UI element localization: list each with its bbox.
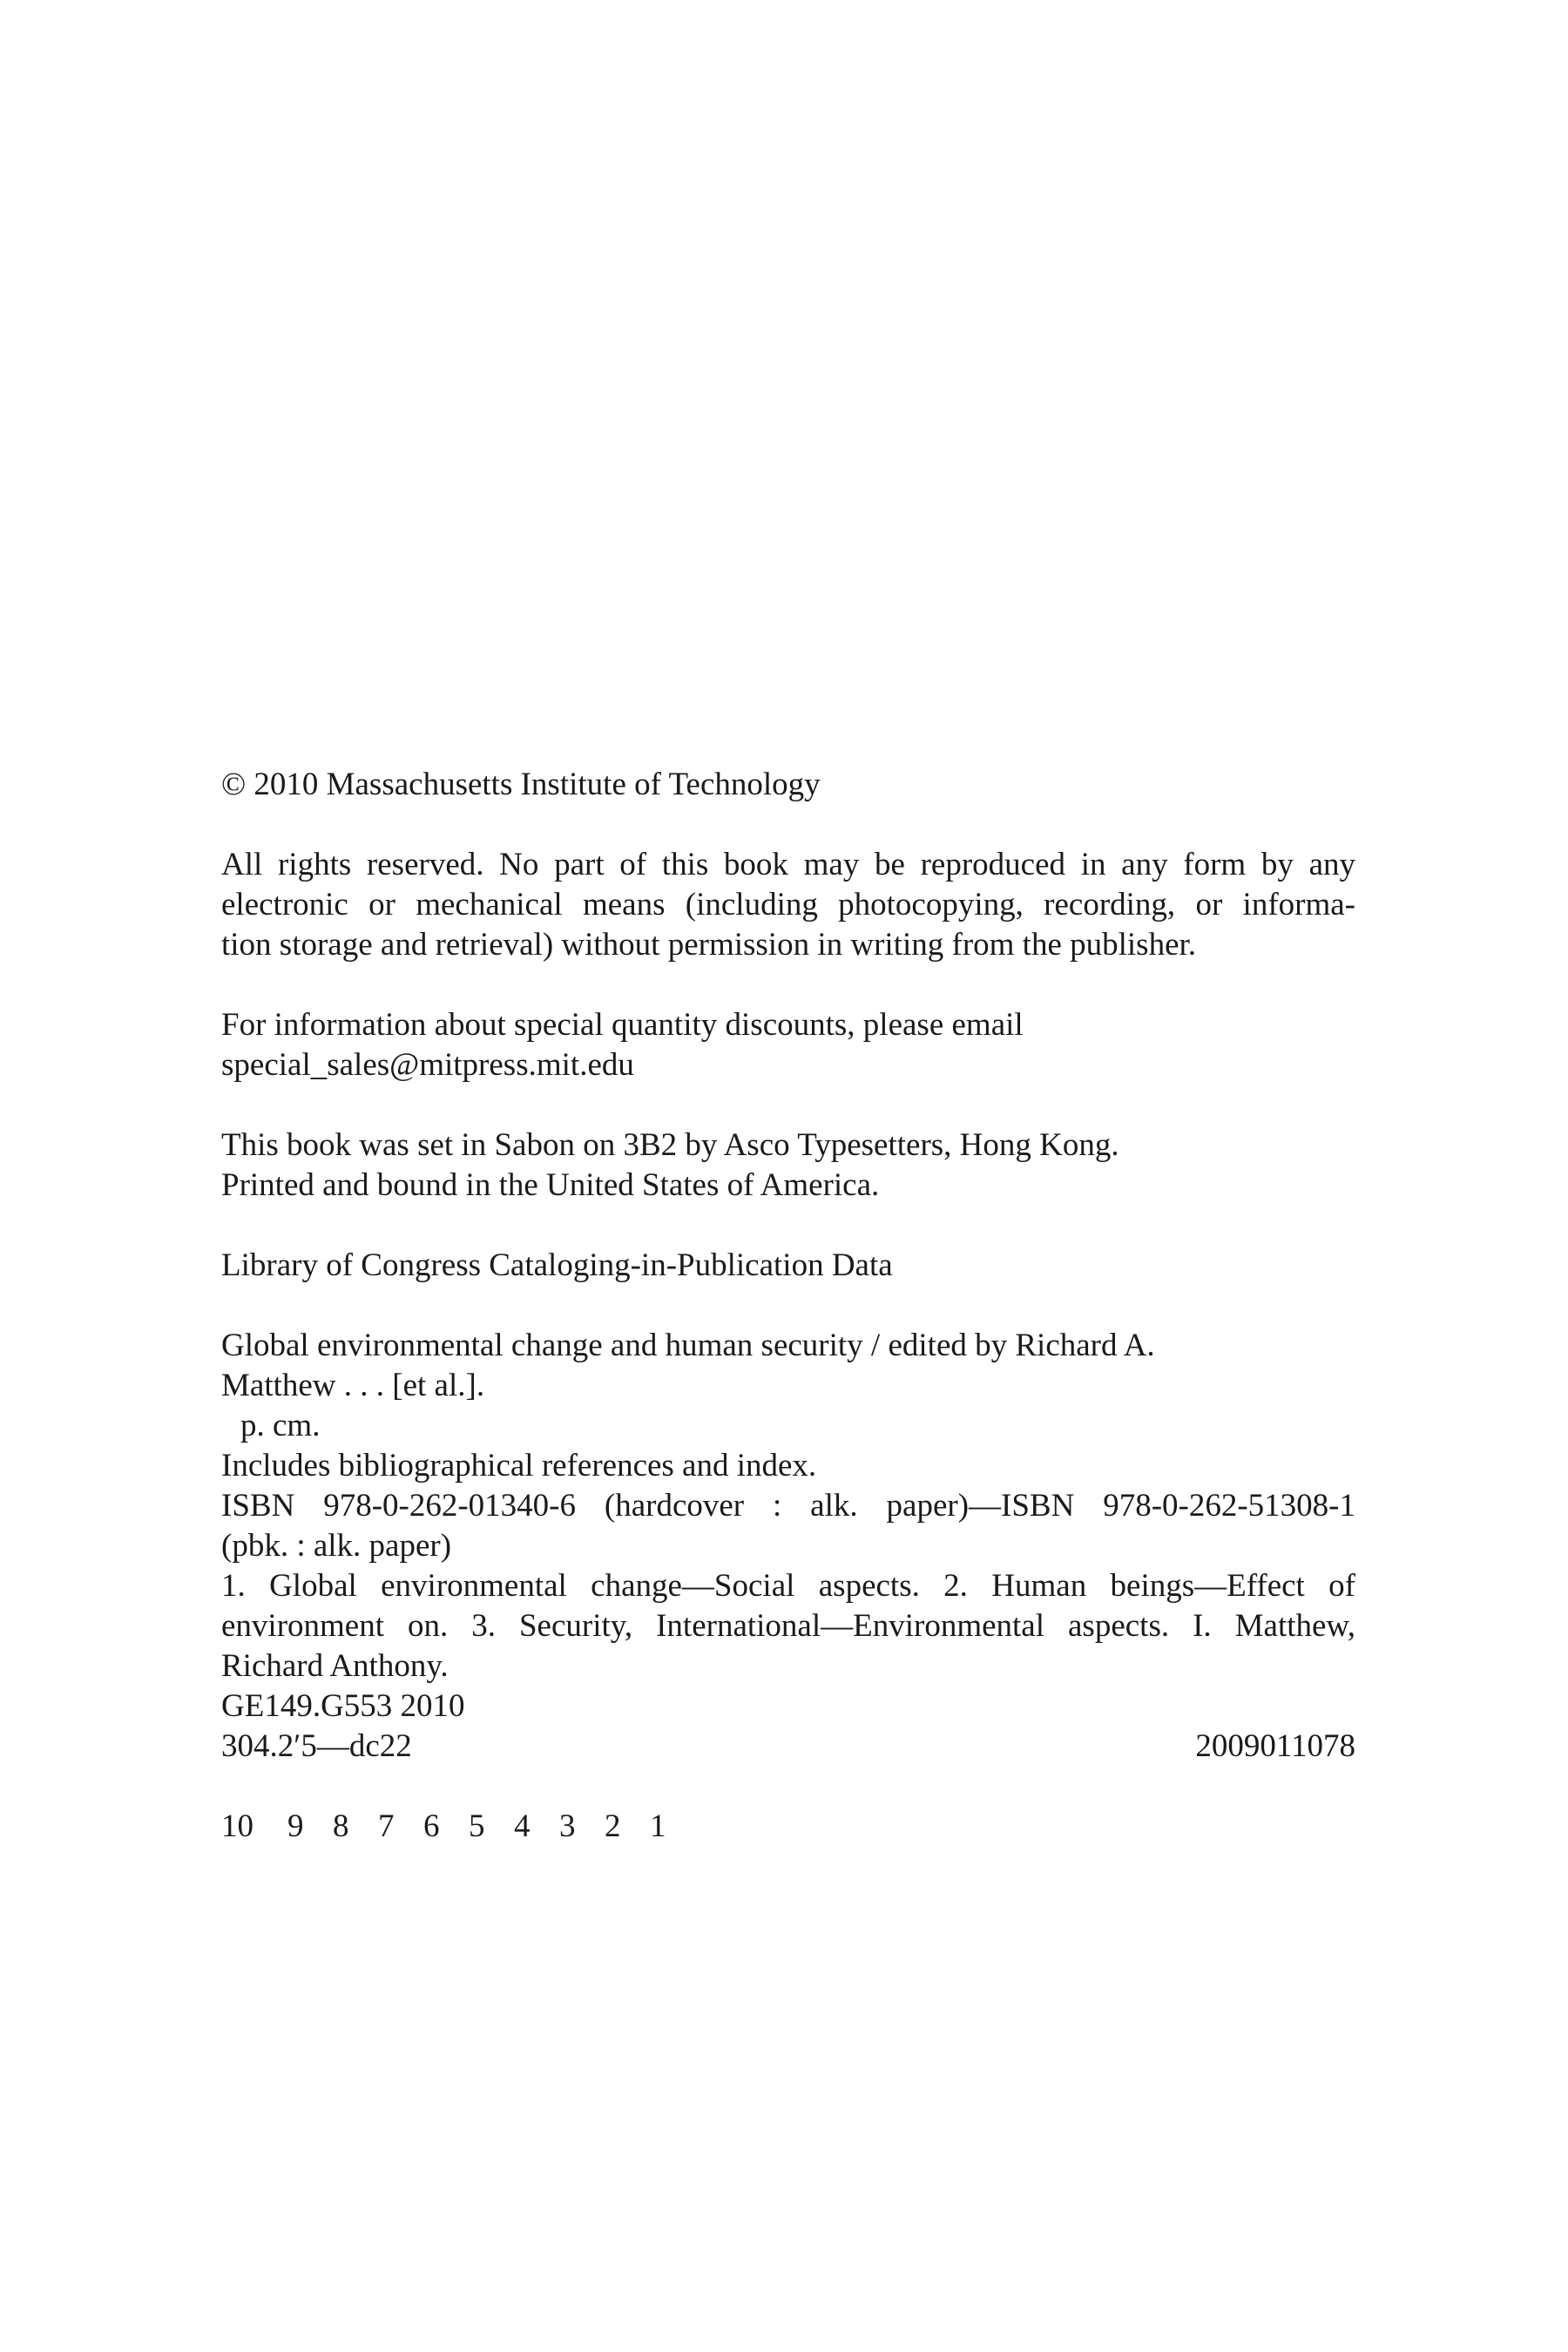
- cip-classification-row: [221, 1727, 1355, 1767]
- typesetting-line: This book was set in Sabon on 3B2 by Asco Typesetters, Hong Kong.: [221, 1127, 1119, 1163]
- cip-lccn: 2009011078: [1195, 1728, 1355, 1764]
- sales-line: For information about special quantity discounts, please email: [221, 1007, 1024, 1043]
- cip-record: [221, 1326, 1355, 1767]
- printing-number: 5: [469, 1808, 485, 1844]
- printing-number: 10: [221, 1808, 253, 1844]
- cip-title-line: Global environmental change and human security / edited by Richard A.: [221, 1328, 1155, 1363]
- cip-notes: Includes bibliographical references and index.: [221, 1448, 817, 1484]
- cip-extent: p. cm.: [240, 1408, 321, 1443]
- copyright-notice: © 2010 Massachusetts Institute of Technology: [221, 767, 821, 802]
- cip-subjects-line: 1. Global environmental change—Social aspects. 2. Human beings—Effect of: [221, 1568, 1355, 1604]
- cip-subjects-line: environment on. 3. Security, International—Environmental aspects. I. Matthew,: [221, 1608, 1355, 1644]
- printing-number: 9: [287, 1808, 304, 1844]
- rights-line: electronic or mechanical means (including photocopying, recording, or informa-: [221, 887, 1355, 923]
- rights-line: tion storage and retrieval) without permission in writing from the publisher.: [221, 927, 1197, 963]
- cip-dewey: 304.2′5—dc22: [221, 1728, 412, 1764]
- cip-isbn-line: (pbk. : alk. paper): [221, 1528, 452, 1564]
- cip-lc-class: GE149.G553 2010: [221, 1688, 465, 1724]
- cip-title-line: Matthew . . . [et al.].: [221, 1368, 485, 1403]
- rights-statement: [221, 845, 1355, 965]
- cip-subjects-line: Richard Anthony.: [221, 1648, 449, 1684]
- copyright-page: [221, 765, 1355, 1847]
- printing-location-line: Printed and bound in the United States of America.: [221, 1167, 880, 1203]
- printing-line: [221, 1807, 1355, 1847]
- cip-isbn-line: ISBN 978-0-262-01340-6 (hardcover : alk. paper)—ISBN 978-0-262-51308-1: [221, 1488, 1355, 1524]
- typesetting-info: [221, 1125, 1355, 1206]
- printing-number: 4: [514, 1808, 531, 1844]
- printing-number: 2: [605, 1808, 621, 1844]
- rights-line: All rights reserved. No part of this book may be reproduced in any form by any: [221, 847, 1355, 882]
- printing-number: 6: [423, 1808, 440, 1844]
- sales-email: special_sales@mitpress.mit.edu: [221, 1047, 634, 1083]
- printing-number: 3: [559, 1808, 576, 1844]
- printing-number: 8: [333, 1808, 349, 1844]
- sales-info: [221, 1005, 1355, 1085]
- cip-heading: Library of Congress Cataloging-in-Publication Data: [221, 1247, 893, 1283]
- printing-number: 7: [378, 1808, 395, 1844]
- printing-number: 1: [650, 1808, 666, 1844]
